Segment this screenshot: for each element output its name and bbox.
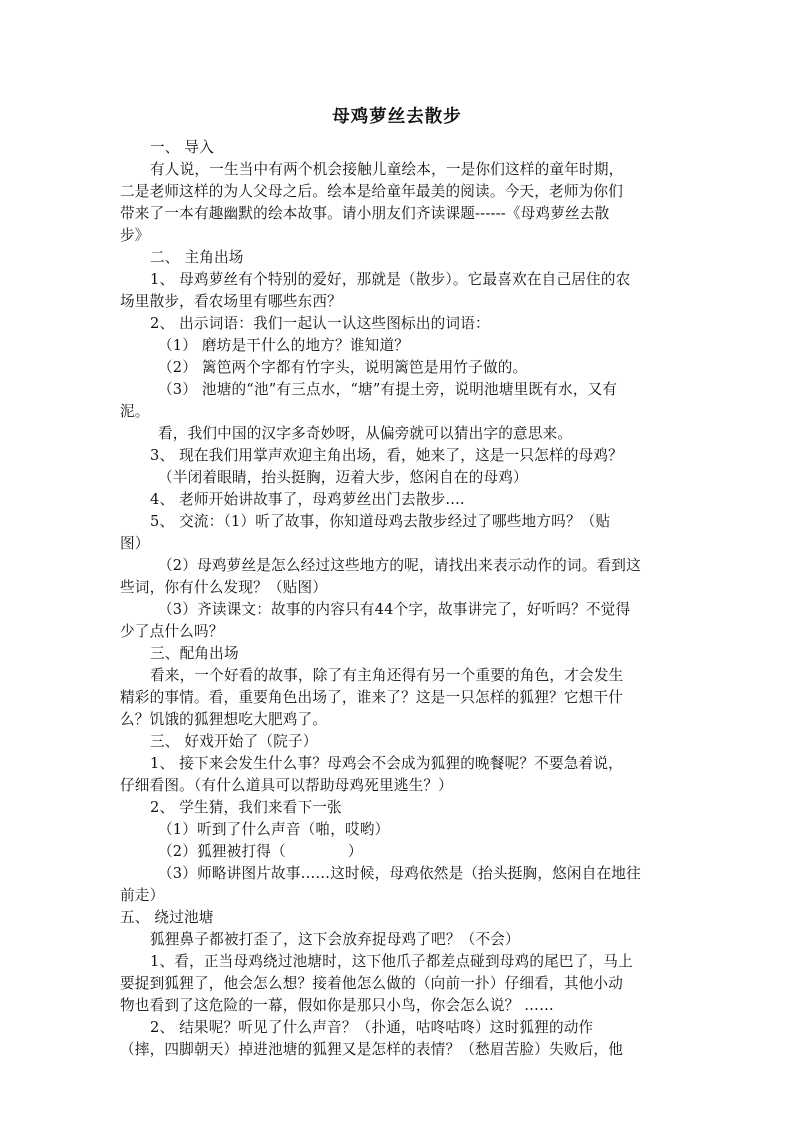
paragraph-line: 2、 学生猜，我们来看下一张	[150, 799, 342, 816]
paragraph-line: 么？饥饿的狐狸想吃大肥鸡了。	[120, 711, 328, 728]
paragraph-line: 5、 交流：（1）听了故事，你知道母鸡去散步经过了哪些地方吗？（贴	[150, 513, 611, 530]
paragraph-line: 物也看到了这危险的一幕，假如你是那只小鸟，你会怎么说？ ……	[120, 997, 554, 1014]
paragraph-line: （3）齐读课文：故事的内容只有44个字，故事讲完了，好听吗？不觉得	[158, 601, 631, 618]
paragraph-line: 2、 结果呢？听见了什么声音？（扑通，咕咚咕咚）这时狐狸的动作	[150, 1019, 594, 1036]
list-item: （2） 篱笆两个字都有竹字头，说明篱笆是用竹子做的。	[158, 359, 528, 376]
paragraph-line: 步》	[120, 227, 150, 244]
paragraph-line: 泥。	[120, 403, 150, 420]
paragraph-line: （摔，四脚朝天）掉进池塘的狐狸又是怎样的表情？（愁眉苦脸）失败后，他	[120, 1041, 623, 1058]
list-item: （3） 池塘的“池”有三点水，“塘”有提土旁，说明池塘里既有水，又有	[158, 381, 618, 398]
paragraph-line: 2、 出示词语：我们一起认一认这些图标出的词语：	[150, 315, 490, 332]
paragraph-line: 二是老师这样的为人父母之后。绘本是给童年最美的阅读。今天，老师为你们	[120, 183, 623, 200]
paragraph-line: 狐狸鼻子都被打歪了，这下会放弃捉母鸡了吧？（不会）	[150, 931, 520, 948]
list-item-text: ）	[347, 843, 363, 860]
paragraph-line: 1、看，正当母鸡绕过池塘时，这下他爪子都差点碰到母鸡的尾巴了，马上	[150, 953, 633, 970]
page-title: 母鸡萝丝去散步	[332, 107, 462, 127]
paragraph-line: 图）	[120, 535, 150, 552]
paragraph-line: 3、 现在我们用掌声欢迎主角出场，看，她来了，这是一只怎样的母鸡？	[150, 447, 623, 464]
section-heading-main-character: 二、 主角出场	[150, 249, 244, 266]
section-heading-show-begins: 三、 好戏开始了（院子）	[150, 733, 318, 750]
paragraph-line: 4、 老师开始讲故事了，母鸡萝丝出门去散步....	[150, 491, 465, 508]
list-item: （3）师略讲图片故事……这时候，母鸡依然是（抬头挺胸，悠闲自在地往	[158, 865, 641, 882]
paragraph-line: 精彩的事情。看，重要角色出场了，谁来了？这是一只怎样的狐狸？它想干什	[120, 689, 623, 706]
paragraph-line: （2）母鸡萝丝是怎么经过这些地方的呢，请找出来表示动作的词。看到这	[158, 557, 641, 574]
list-item: （1）听到了什么声音（啪，哎哟）	[158, 821, 390, 838]
paragraph-line: 些词，你有什么发现？（贴图）	[120, 579, 328, 596]
paragraph-line: 前走）	[120, 887, 165, 904]
paragraph-line: 带来了一本有趣幽默的绘本故事。请小朋友们齐读课题------《母鸡萝丝去散	[120, 205, 610, 222]
paragraph-line: 仔细看图。（有什么道具可以帮助母鸡死里逃生？）	[120, 777, 453, 794]
list-item: （1） 磨坊是干什么的地方？谁知道？	[158, 337, 410, 354]
paragraph-line: 场里散步，看农场里有哪些东西？	[120, 293, 342, 310]
paragraph-line: 1、 接下来会发生什么事？母鸡会不会成为狐狸的晚餐呢？不要急着说，	[150, 755, 623, 772]
section-heading-intro: 一、 导入	[150, 139, 215, 156]
paragraph-line: 少了点什么吗？	[120, 623, 224, 640]
section-heading-pond: 五、 绕过池塘	[120, 909, 214, 926]
paragraph-line: 要捉到狐狸了，他会怎么想？接着他怎么做的（向前一扑）仔细看，其他小动	[120, 975, 623, 992]
paragraph-line: 1、 母鸡萝丝有个特别的爱好，那就是（散步）。它最喜欢在自己居住的农	[150, 271, 631, 288]
paragraph-line: 有人说，一生当中有两个机会接触儿童绘本，一是你们这样的童年时期，	[150, 161, 624, 178]
list-item-text: （2）狐狸被打得（	[158, 843, 286, 860]
section-heading-supporting-character: 三、配角出场	[150, 645, 239, 662]
list-item	[158, 841, 363, 863]
paragraph-line: （半闭着眼睛，抬头挺胸，迈着大步，悠闲自在的母鸡）	[158, 469, 528, 486]
paragraph-line: 看来，一个好看的故事，除了有主角还得有另一个重要的角色，才会发生	[150, 667, 624, 684]
paragraph-line: 看，我们中国的汉字多奇妙呀，从偏旁就可以猜出字的意思来。	[158, 425, 573, 442]
